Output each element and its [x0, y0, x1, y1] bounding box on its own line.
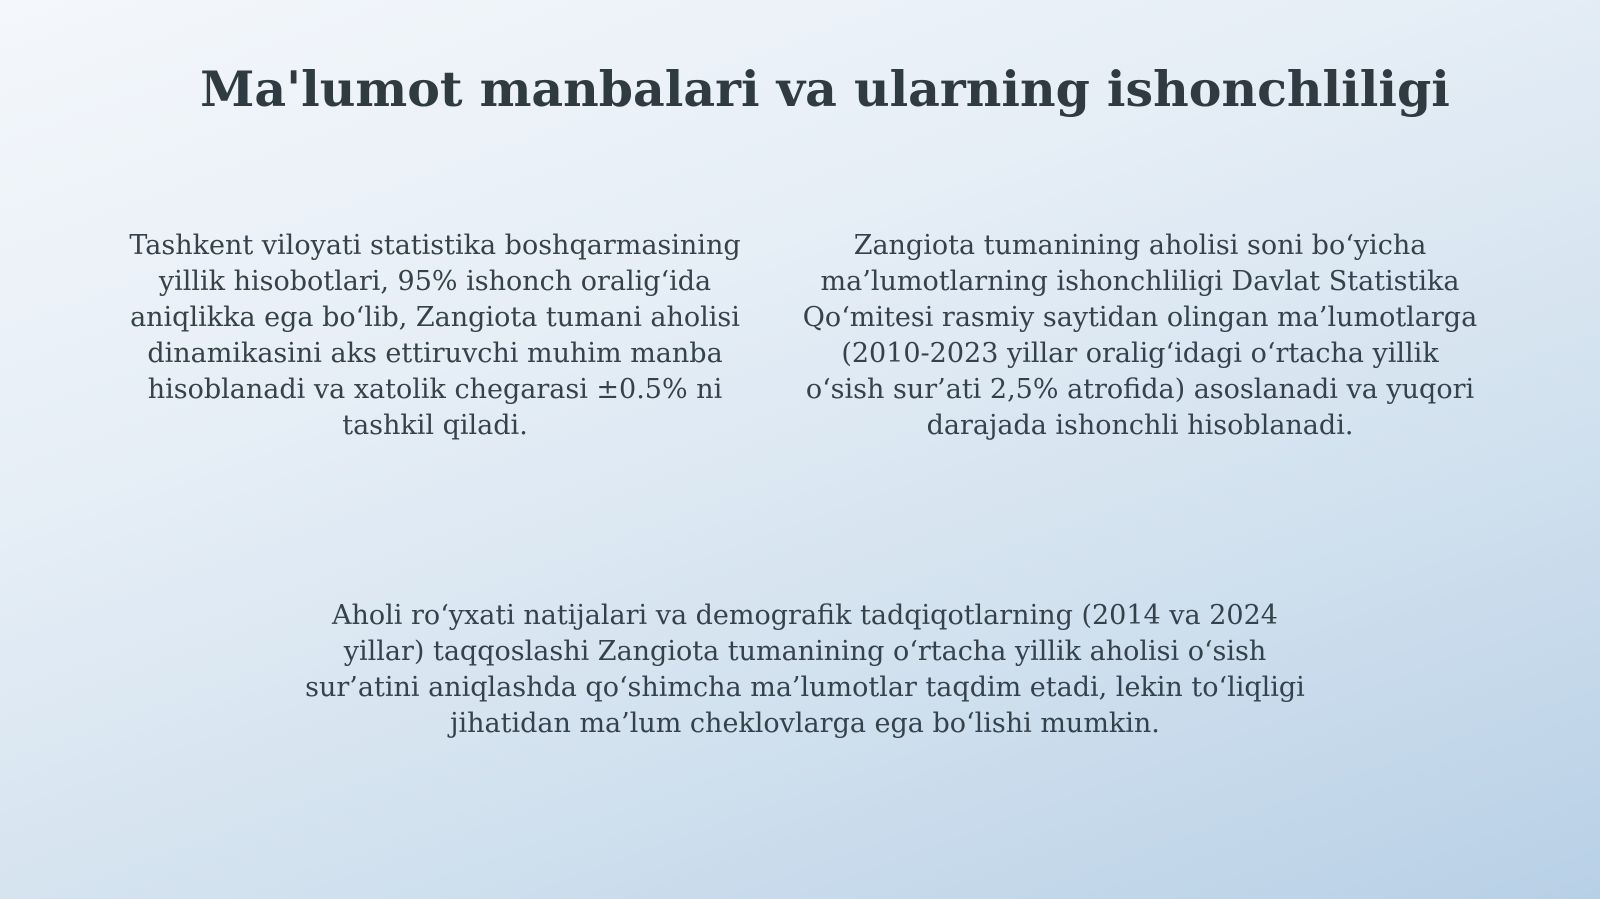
right-text-block: Zangiota tumanining aholisi soni bo‘yicha ma’lumotlarning ishonchliligi Davlat Statistika Qo‘mitesi rasmiy saytidan olingan ma’lumotlarga (2010-2023 yillar oralig‘idagi o‘rtacha yillik o‘sish sur’ati 2,5% atrofida) asoslanadi va yuqori darajada ishonchli hisoblanadi. [802, 230, 1478, 441]
slide-title: Ma'lumot manbalari va ularning ishonchliligi [200, 60, 1450, 118]
left-text-block: Tashkent viloyati statistika boshqarmasining yillik hisobotlari, 95% ishonch oralig‘ida aniqlikka ega bo‘lib, Zangiota tumani aholisi dinamikasini aks ettiruvchi muhim manba hisoblanadi va xatolik chegarasi ±0.5% ni tashkil qiladi. [129, 230, 741, 441]
bottom-text-block: Aholi ro‘yxati natijalari va demografik tadqiqotlarning (2014 va 2024 yillar) taqqoslashi Zangiota tumanining o‘rtacha yillik aholisi o‘sish sur’atini aniqlashda qo‘shimcha ma’lumotlar taqdim etadi, lekin to‘liqligi jihatidan ma’lum cheklovlarga ega bo‘lishi mumkin. [305, 600, 1305, 739]
